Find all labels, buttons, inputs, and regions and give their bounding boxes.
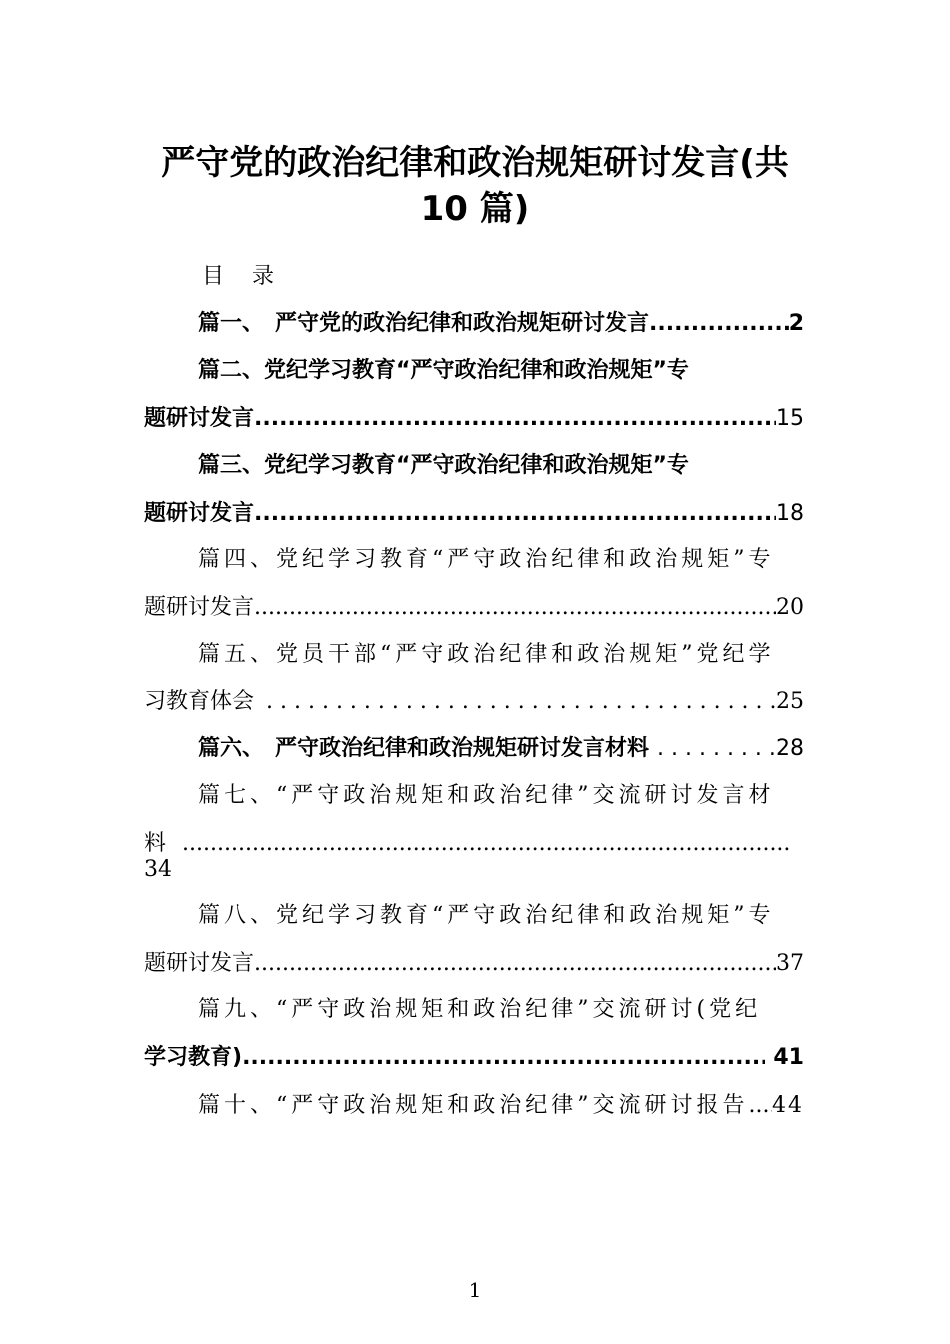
toc-entry-9-line-2[interactable] <box>144 1042 804 1074</box>
toc-entry-page: 2 <box>788 311 804 336</box>
toc-entry-page: 34 <box>144 857 172 882</box>
title-line-2: 10 篇) <box>420 189 530 229</box>
toc-entry-9-line-1[interactable] <box>198 994 804 1026</box>
toc-entry-text: 篇七、“严守政治规矩和政治纪律”交流研讨发言材 <box>198 783 775 808</box>
toc-entry-page: 44 <box>772 1093 804 1118</box>
toc-entry-5-line-1[interactable] <box>198 639 804 671</box>
toc-entry-text: 题研讨发言 <box>144 951 255 976</box>
toc-entry-text: 题研讨发言 <box>144 501 255 526</box>
toc-entry-text: 篇二、党纪学习教育“严守政治纪律和政治规矩”专 <box>198 358 689 383</box>
toc-entry-text: 篇十、“严守政治规矩和政治纪律”交流研讨报告 <box>198 1093 749 1118</box>
toc-entry-10[interactable] <box>198 1090 804 1122</box>
toc-entry-text: 习教育体会 <box>144 689 255 714</box>
toc-entry-text: 题研讨发言 <box>144 595 255 620</box>
dot-leader <box>254 498 776 530</box>
toc-heading: 目录 <box>202 264 303 289</box>
toc-entry-text: 学习教育) <box>144 1045 243 1070</box>
document-title <box>120 140 830 232</box>
dot-leader <box>657 733 776 765</box>
toc-entry-3-line-2[interactable] <box>144 498 804 530</box>
toc-entry-page: 20 <box>776 595 804 620</box>
dot-leader <box>749 1090 773 1122</box>
toc-entry-text: 篇六、 严守政治纪律和政治规矩研讨发言材料 <box>198 736 650 761</box>
toc-entry-page: 15 <box>776 406 804 431</box>
dot-leader <box>242 1042 765 1074</box>
toc-entry-page: 18 <box>776 501 804 526</box>
toc-entry-text: 题研讨发言 <box>144 406 255 431</box>
toc-entry-5-line-2[interactable] <box>144 686 804 718</box>
toc-entry-8-line-2[interactable] <box>144 948 804 980</box>
page-number: 1 <box>468 1278 482 1302</box>
toc-entry-text: 篇九、“严守政治规矩和政治纪律”交流研讨(党纪 <box>198 997 762 1022</box>
dot-leader <box>254 948 776 980</box>
dot-leader <box>649 308 789 340</box>
toc-entry-page: 41 <box>773 1045 804 1070</box>
dot-leader <box>266 686 776 718</box>
title-line-1: 严守党的政治纪律和政治规矩研讨发言(共 <box>161 143 789 183</box>
toc-entry-4-line-1[interactable] <box>198 544 804 576</box>
toc-entry-3-line-1[interactable] <box>198 450 804 482</box>
toc-entry-1[interactable] <box>198 308 804 340</box>
toc-entry-7-line-1[interactable] <box>198 780 804 812</box>
toc-entry-4-line-2[interactable] <box>144 592 804 624</box>
toc-entry-7-line-3[interactable] <box>144 854 804 886</box>
dot-leader <box>254 403 776 435</box>
toc-entry-2-line-1[interactable] <box>198 355 804 387</box>
toc-entry-2-line-2[interactable] <box>144 403 804 435</box>
toc-entry-text: 篇三、党纪学习教育“严守政治纪律和政治规矩”专 <box>198 453 689 478</box>
toc-entry-page: 25 <box>776 689 804 714</box>
toc-entry-text: 篇五、党员干部“严守政治纪律和政治规矩”党纪学 <box>198 642 775 667</box>
toc-entry-6[interactable] <box>198 733 804 765</box>
toc-entry-8-line-1[interactable] <box>198 900 804 932</box>
toc-entry-text: 料 <box>144 831 167 856</box>
toc-entry-text: 篇一、 严守党的政治纪律和政治规矩研讨发言 <box>198 311 650 336</box>
toc-entry-text: 篇八、党纪学习教育“严守政治纪律和政治规矩”专 <box>198 903 775 928</box>
toc-entry-page: 37 <box>776 951 804 976</box>
toc-entry-page: 28 <box>776 736 804 761</box>
dot-leader <box>254 592 776 624</box>
toc-entry-text: 篇四、党纪学习教育“严守政治纪律和政治规矩”专 <box>198 547 775 572</box>
